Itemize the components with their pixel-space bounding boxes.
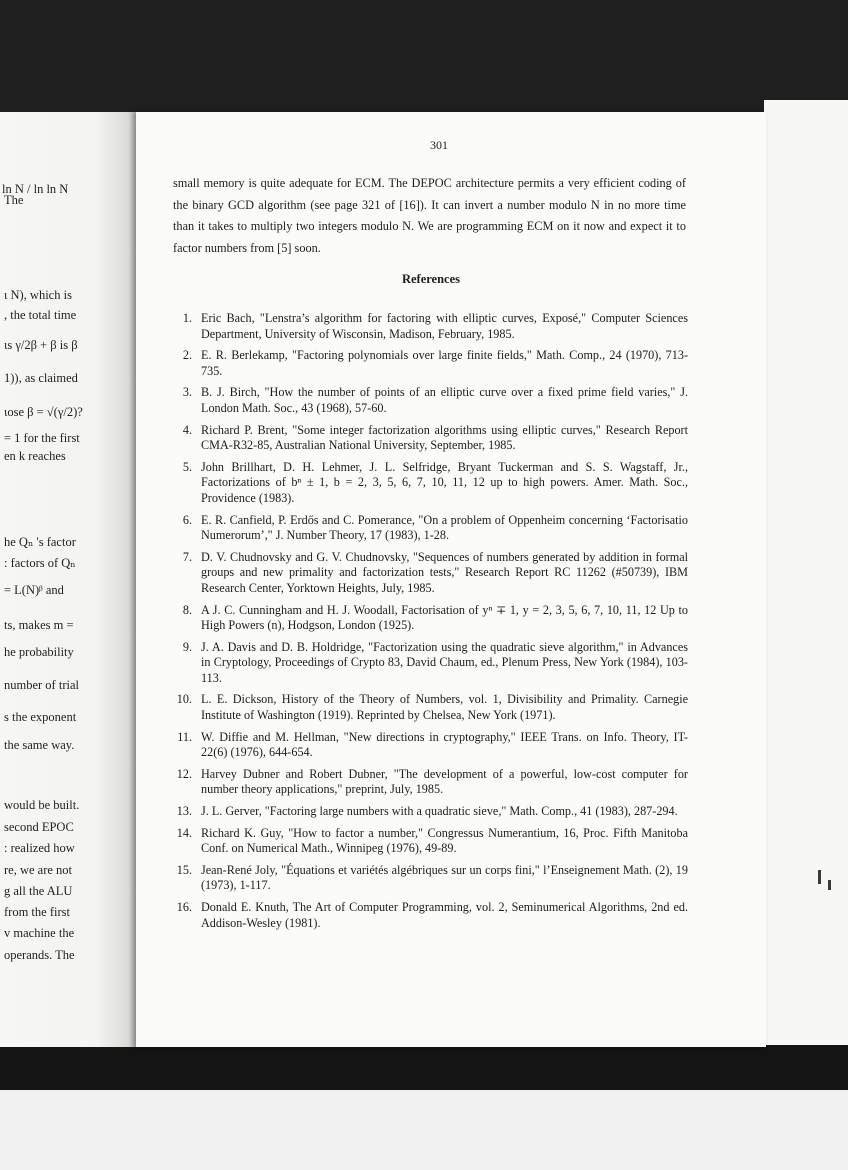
reference-number: 16. <box>176 900 192 914</box>
reference-item <box>166 863 688 894</box>
intro-paragraph: small memory is quite adequate for ECM. The DEPOC architecture permits a very efficient coding of the binary GCD algorithm (see page 321 of [16]). It can invert a number modulo N in no more time than it takes to multiply two integers modulo N. We are programming ECM on it now and expect it to factor numbers from [5] soon. <box>173 176 686 255</box>
reference-text: E. R. Canfield, P. Erdős and C. Pomerance, "On a problem of Oppenheim concerning ‘Factorisatio Numerorum’," J. Number Theory, 17 (1983), 1-28. <box>201 512 688 543</box>
left-page-line: v machine the <box>4 926 75 940</box>
reference-text: J. A. Davis and D. B. Holdridge, "Factorization using the quadratic sieve algorithm," in Advances in Cryptology, Proceedings of Crypto 83, David Chaum, ed., Plenum Press, New York (1984), 103-113. <box>201 639 688 685</box>
reference-number: 3. <box>182 385 192 400</box>
reference-item <box>166 767 688 798</box>
reference-item <box>166 513 688 544</box>
left-page-line: The <box>4 193 24 207</box>
left-page-line: s the exponent <box>4 710 77 724</box>
reference-item <box>166 692 688 723</box>
reference-text: L. E. Dickson, History of the Theory of Numbers, vol. 1, Divisibility and Primality. Carnegie Institute of Washington (1919). Reprinted by Chelsea, New York (1971). <box>201 692 688 723</box>
left-page-line: would be built. <box>4 798 80 812</box>
scan-background-top <box>0 0 848 116</box>
left-page-line: , the total time <box>4 308 77 322</box>
reference-text: E. R. Berlekamp, "Factoring polynomials over large finite fields," Math. Comp., 24 (1970), 713-735. <box>201 348 688 378</box>
reference-number: 15. <box>176 862 192 877</box>
left-page-line: 1)), as claimed <box>4 371 78 385</box>
reference-list <box>166 311 688 937</box>
left-page-fraction: ln N / ln ln N <box>2 182 69 196</box>
reference-item <box>166 460 688 507</box>
reference-item <box>166 900 688 931</box>
reference-item <box>166 423 688 454</box>
references-heading: References <box>401 272 461 286</box>
left-page-line: ι N), which is <box>4 288 72 302</box>
reference-number: 2. <box>182 348 192 363</box>
left-page-line: number of trial <box>4 678 79 692</box>
left-page-line: re, we are not <box>4 863 73 877</box>
left-page-line: : factors of Qₙ <box>4 556 76 570</box>
reference-number: 8. <box>182 602 192 617</box>
left-page-line: operands. The <box>4 948 75 962</box>
reference-text: W. Diffie and M. Hellman, "New directions in cryptography," IEEE Trans. on Info. Theory, IT-22(6) (1976), 644-654. <box>201 729 688 760</box>
document-page <box>136 112 766 1047</box>
reference-number: 14. <box>176 825 192 840</box>
reference-item <box>166 603 688 634</box>
left-page-line: second EPOC <box>4 820 74 834</box>
reference-number: 11. <box>177 729 192 744</box>
scan-bottom-strip <box>0 1090 848 1170</box>
left-page-line: = L(N)ᵝ and <box>4 583 64 597</box>
reference-item <box>166 348 688 379</box>
reference-number: 6. <box>182 512 192 527</box>
reference-text: B. J. Birch, "How the number of points of an elliptic curve over a fixed prime field varies," J. London Math. Soc., 43 (1968), 57-60. <box>201 385 688 415</box>
reference-text: Richard K. Guy, "How to factor a number," Congressus Numerantium, 16, Proc. Fifth Manitoba Conf. on Numerical Math., Winnipeg (1976), 49-89. <box>201 825 688 856</box>
left-page-line: the same way. <box>4 738 75 752</box>
left-page-line: g all the ALU <box>4 884 73 898</box>
reference-number: 9. <box>182 639 192 654</box>
reference-number: 7. <box>182 549 192 564</box>
reference-text: A J. C. Cunningham and H. J. Woodall, Factorisation of yⁿ ∓ 1, y = 2, 3, 5, 6, 7, 10, 11, 12 Up to High Powers (n), Hodgson, London (1925). <box>201 602 688 633</box>
reference-item <box>166 550 688 597</box>
scan-background-right <box>764 100 848 1060</box>
left-page-line: he probability <box>4 645 74 659</box>
reference-text: Harvey Dubner and Robert Dubner, "The development of a powerful, low-cost computer for number theory applications," preprint, July, 1985. <box>201 766 688 797</box>
left-page-line: : realized how <box>4 841 75 855</box>
reference-item <box>166 804 688 820</box>
reference-item <box>166 730 688 761</box>
reference-number: 5. <box>182 459 192 474</box>
reference-text: D. V. Chudnovsky and G. V. Chudnovsky, "Sequences of numbers generated by addition in formal groups and new primality and factorization tests," Research Report RC 11262 (#50739), IBM Research Center, Yorktown Heights, July, 1985. <box>201 549 688 595</box>
reference-number: 12. <box>176 766 192 781</box>
left-page-line: ιs γ/2β + β is β <box>4 338 78 352</box>
left-page-line: from the first <box>4 905 70 919</box>
reference-text: Eric Bach, "Lenstra’s algorithm for factoring with elliptic curves, Exposé," Computer Sciences Department, University of Wisconsin, Madison, February, 1985. <box>201 311 688 341</box>
left-page-line: en k reaches <box>4 449 66 463</box>
reference-text: John Brillhart, D. H. Lehmer, J. L. Selfridge, Bryant Tuckerman and S. S. Wagstaff, Jr., Factorizations of bⁿ ± 1, b = 2, 3, 5, 6, 7, 10, 11, 12 up to high powers. Amer. Math. Soc., Providence (1983). <box>201 459 688 505</box>
reference-item <box>166 640 688 687</box>
reference-text: J. L. Gerver, "Factoring large numbers with a quadratic sieve," Math. Comp., 41 (1983), 287-294. <box>201 804 678 819</box>
reference-number: 1. <box>182 311 192 325</box>
reference-item <box>166 826 688 857</box>
left-facing-page <box>0 112 140 1047</box>
reference-item <box>166 385 688 416</box>
reference-number: 10. <box>176 692 192 707</box>
reference-item <box>166 311 688 342</box>
left-page-line: = 1 for the first <box>4 431 80 445</box>
scan-speck <box>828 880 831 890</box>
scan-speck <box>818 870 821 884</box>
page-number: 301 <box>430 138 448 152</box>
left-page-line: ts, makes m = <box>4 618 74 632</box>
left-page-line: ιose β = √(γ/2)? <box>4 405 83 419</box>
reference-text: Richard P. Brent, "Some integer factorization algorithms using elliptic curves," Research Report CMA-R32-85, Australian National University, September, 1985. <box>201 422 688 453</box>
left-page-line: he Qₙ 's factor <box>4 535 76 549</box>
reference-text: Jean-René Joly, "Équations et variétés algébriques sur un corps fini," l’Enseignement Math. (2), 19 (1973), 1-117. <box>201 862 688 893</box>
reference-number: 4. <box>182 422 192 437</box>
reference-text: Donald E. Knuth, The Art of Computer Programming, vol. 2, Seminumerical Algorithms, 2nd ed. Addison-Wesley (1981). <box>201 900 688 930</box>
reference-number: 13. <box>176 804 192 819</box>
